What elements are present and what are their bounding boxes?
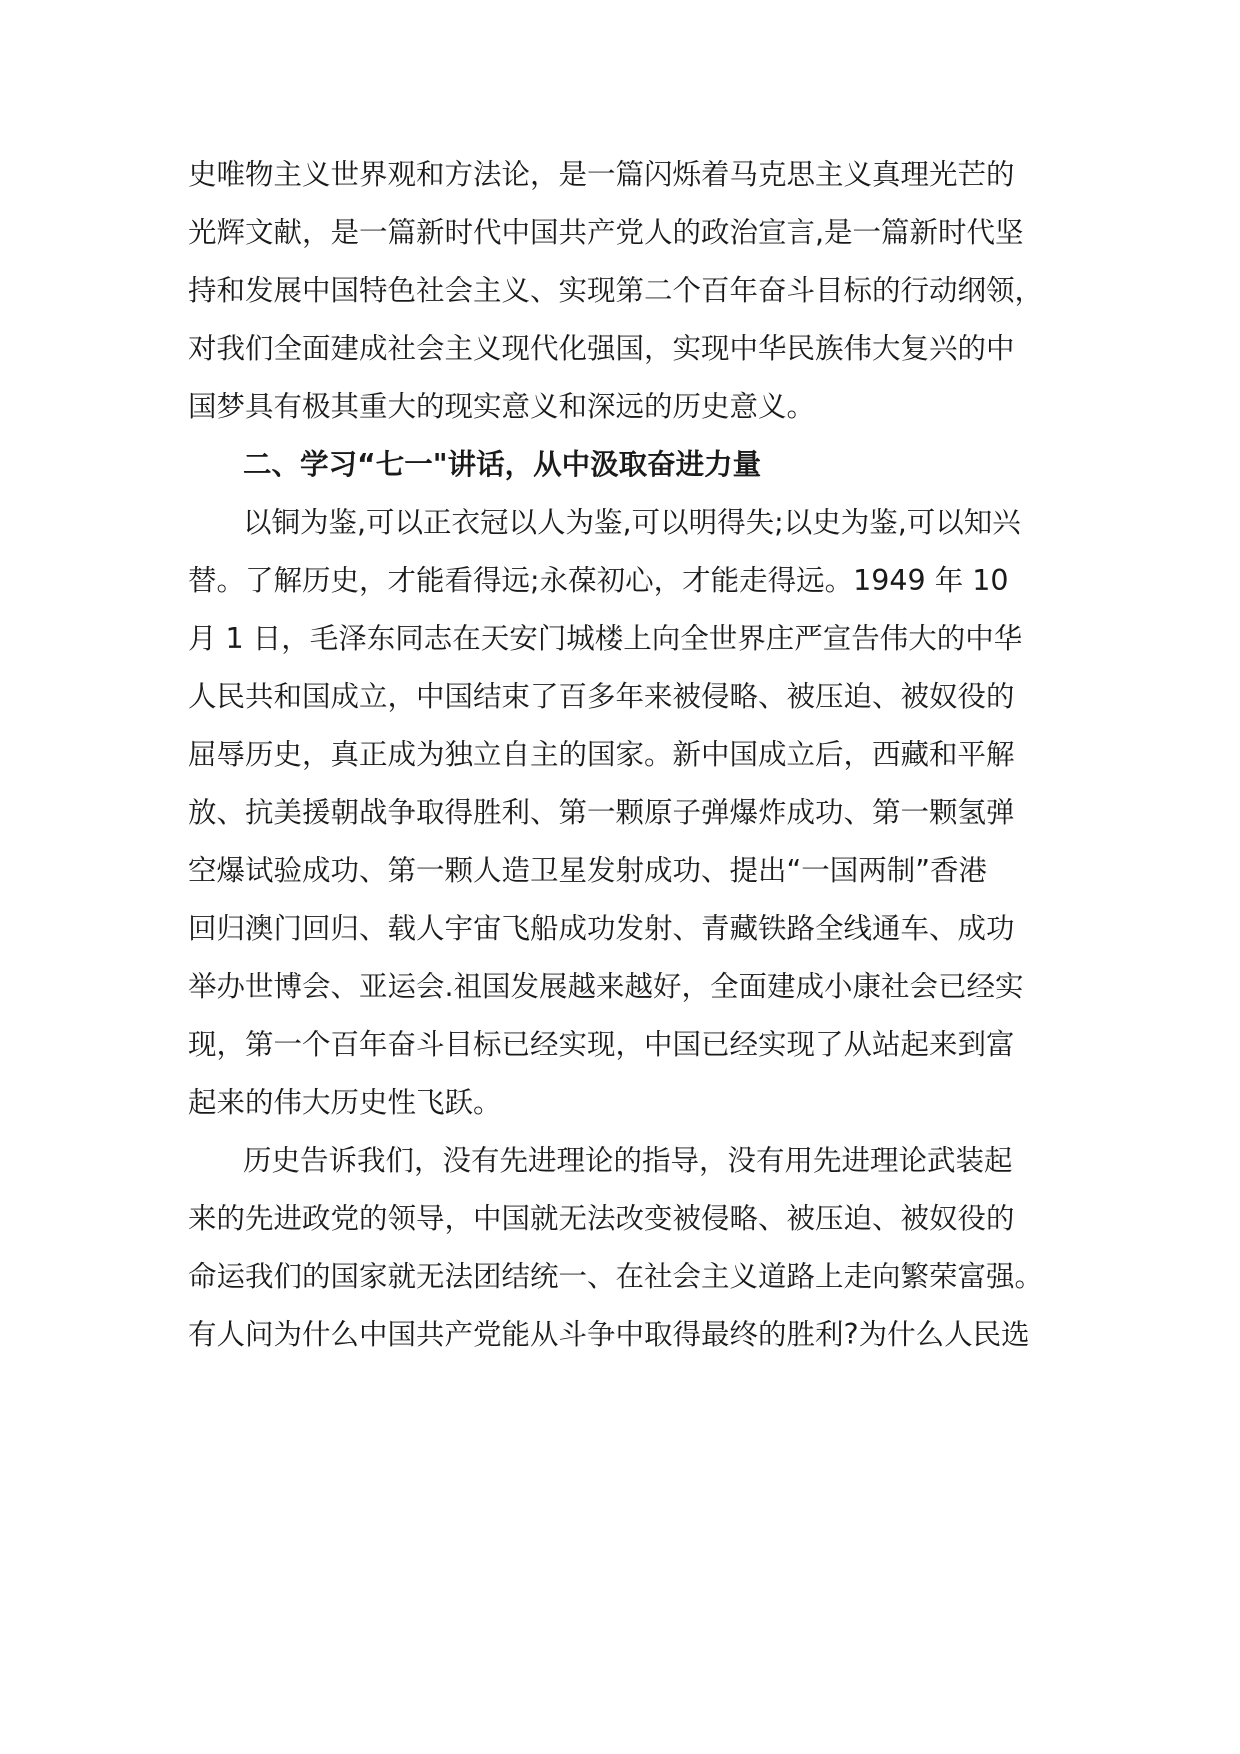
paragraph-first-line: 历史告诉我们，没有先进理论的指导，没有用先进理论武装起 xyxy=(243,1144,1013,1177)
text-line: 放、抗美援朝战争取得胜利、第一颗原子弹爆炸成功、第一颗氢弹 xyxy=(188,796,1015,829)
text-line: 有人问为什么中国共产党能从斗争中取得最终的胜利?为什么人民选 xyxy=(188,1318,1030,1351)
text-line: 回归澳门回归、载人宇宙飞船成功发射、青藏铁路全线通车、成功 xyxy=(188,912,1015,945)
text-line: 光辉文献，是一篇新时代中国共产党人的政治宣言,是一篇新时代坚 xyxy=(188,216,1024,249)
section-heading: 二、学习“七一"讲话，从中汲取奋进力量 xyxy=(243,448,762,481)
text-line: 对我们全面建成社会主义现代化强国，实现中华民族伟大复兴的中 xyxy=(188,332,1015,365)
text-line: 史唯物主义世界观和方法论，是一篇闪烁着马克思主义真理光芒的 xyxy=(188,158,1015,191)
text-line: 替。了解历史，才能看得远;永葆初心，才能走得远。1949 年 10 xyxy=(188,564,1009,597)
text-line: 举办世博会、亚运会.祖国发展越来越好，全面建成小康社会已经实 xyxy=(188,970,1024,1003)
text-line: 空爆试验成功、第一颗人造卫星发射成功、提出“一国两制”香港 xyxy=(188,854,988,887)
paragraph-first-line: 以铜为鉴,可以正衣冠以人为鉴,可以明得失;以史为鉴,可以知兴 xyxy=(243,506,1021,539)
text-line: 起来的伟大历史性飞跃。 xyxy=(188,1086,502,1119)
text-line: 命运我们的国家就无法团结统一、在社会主义道路上走向繁荣富强。 xyxy=(188,1260,1044,1293)
text-line: 月 1 日，毛泽东同志在天安门城楼上向全世界庄严宣告伟大的中华 xyxy=(188,622,1023,655)
text-line: 屈辱历史，真正成为独立自主的国家。新中国成立后，西藏和平解 xyxy=(188,738,1015,771)
text-line: 持和发展中国特色社会主义、实现第二个百年奋斗目标的行动纲领， xyxy=(188,274,1044,307)
text-line: 现，第一个百年奋斗目标已经实现，中国已经实现了从站起来到富 xyxy=(188,1028,1015,1061)
text-line: 人民共和国成立，中国结束了百多年来被侵略、被压迫、被奴役的 xyxy=(188,680,1015,713)
text-line: 来的先进政党的领导，中国就无法改变被侵略、被压迫、被奴役的 xyxy=(188,1202,1015,1235)
text-line: 国梦具有极其重大的现实意义和深远的历史意义。 xyxy=(188,390,816,423)
